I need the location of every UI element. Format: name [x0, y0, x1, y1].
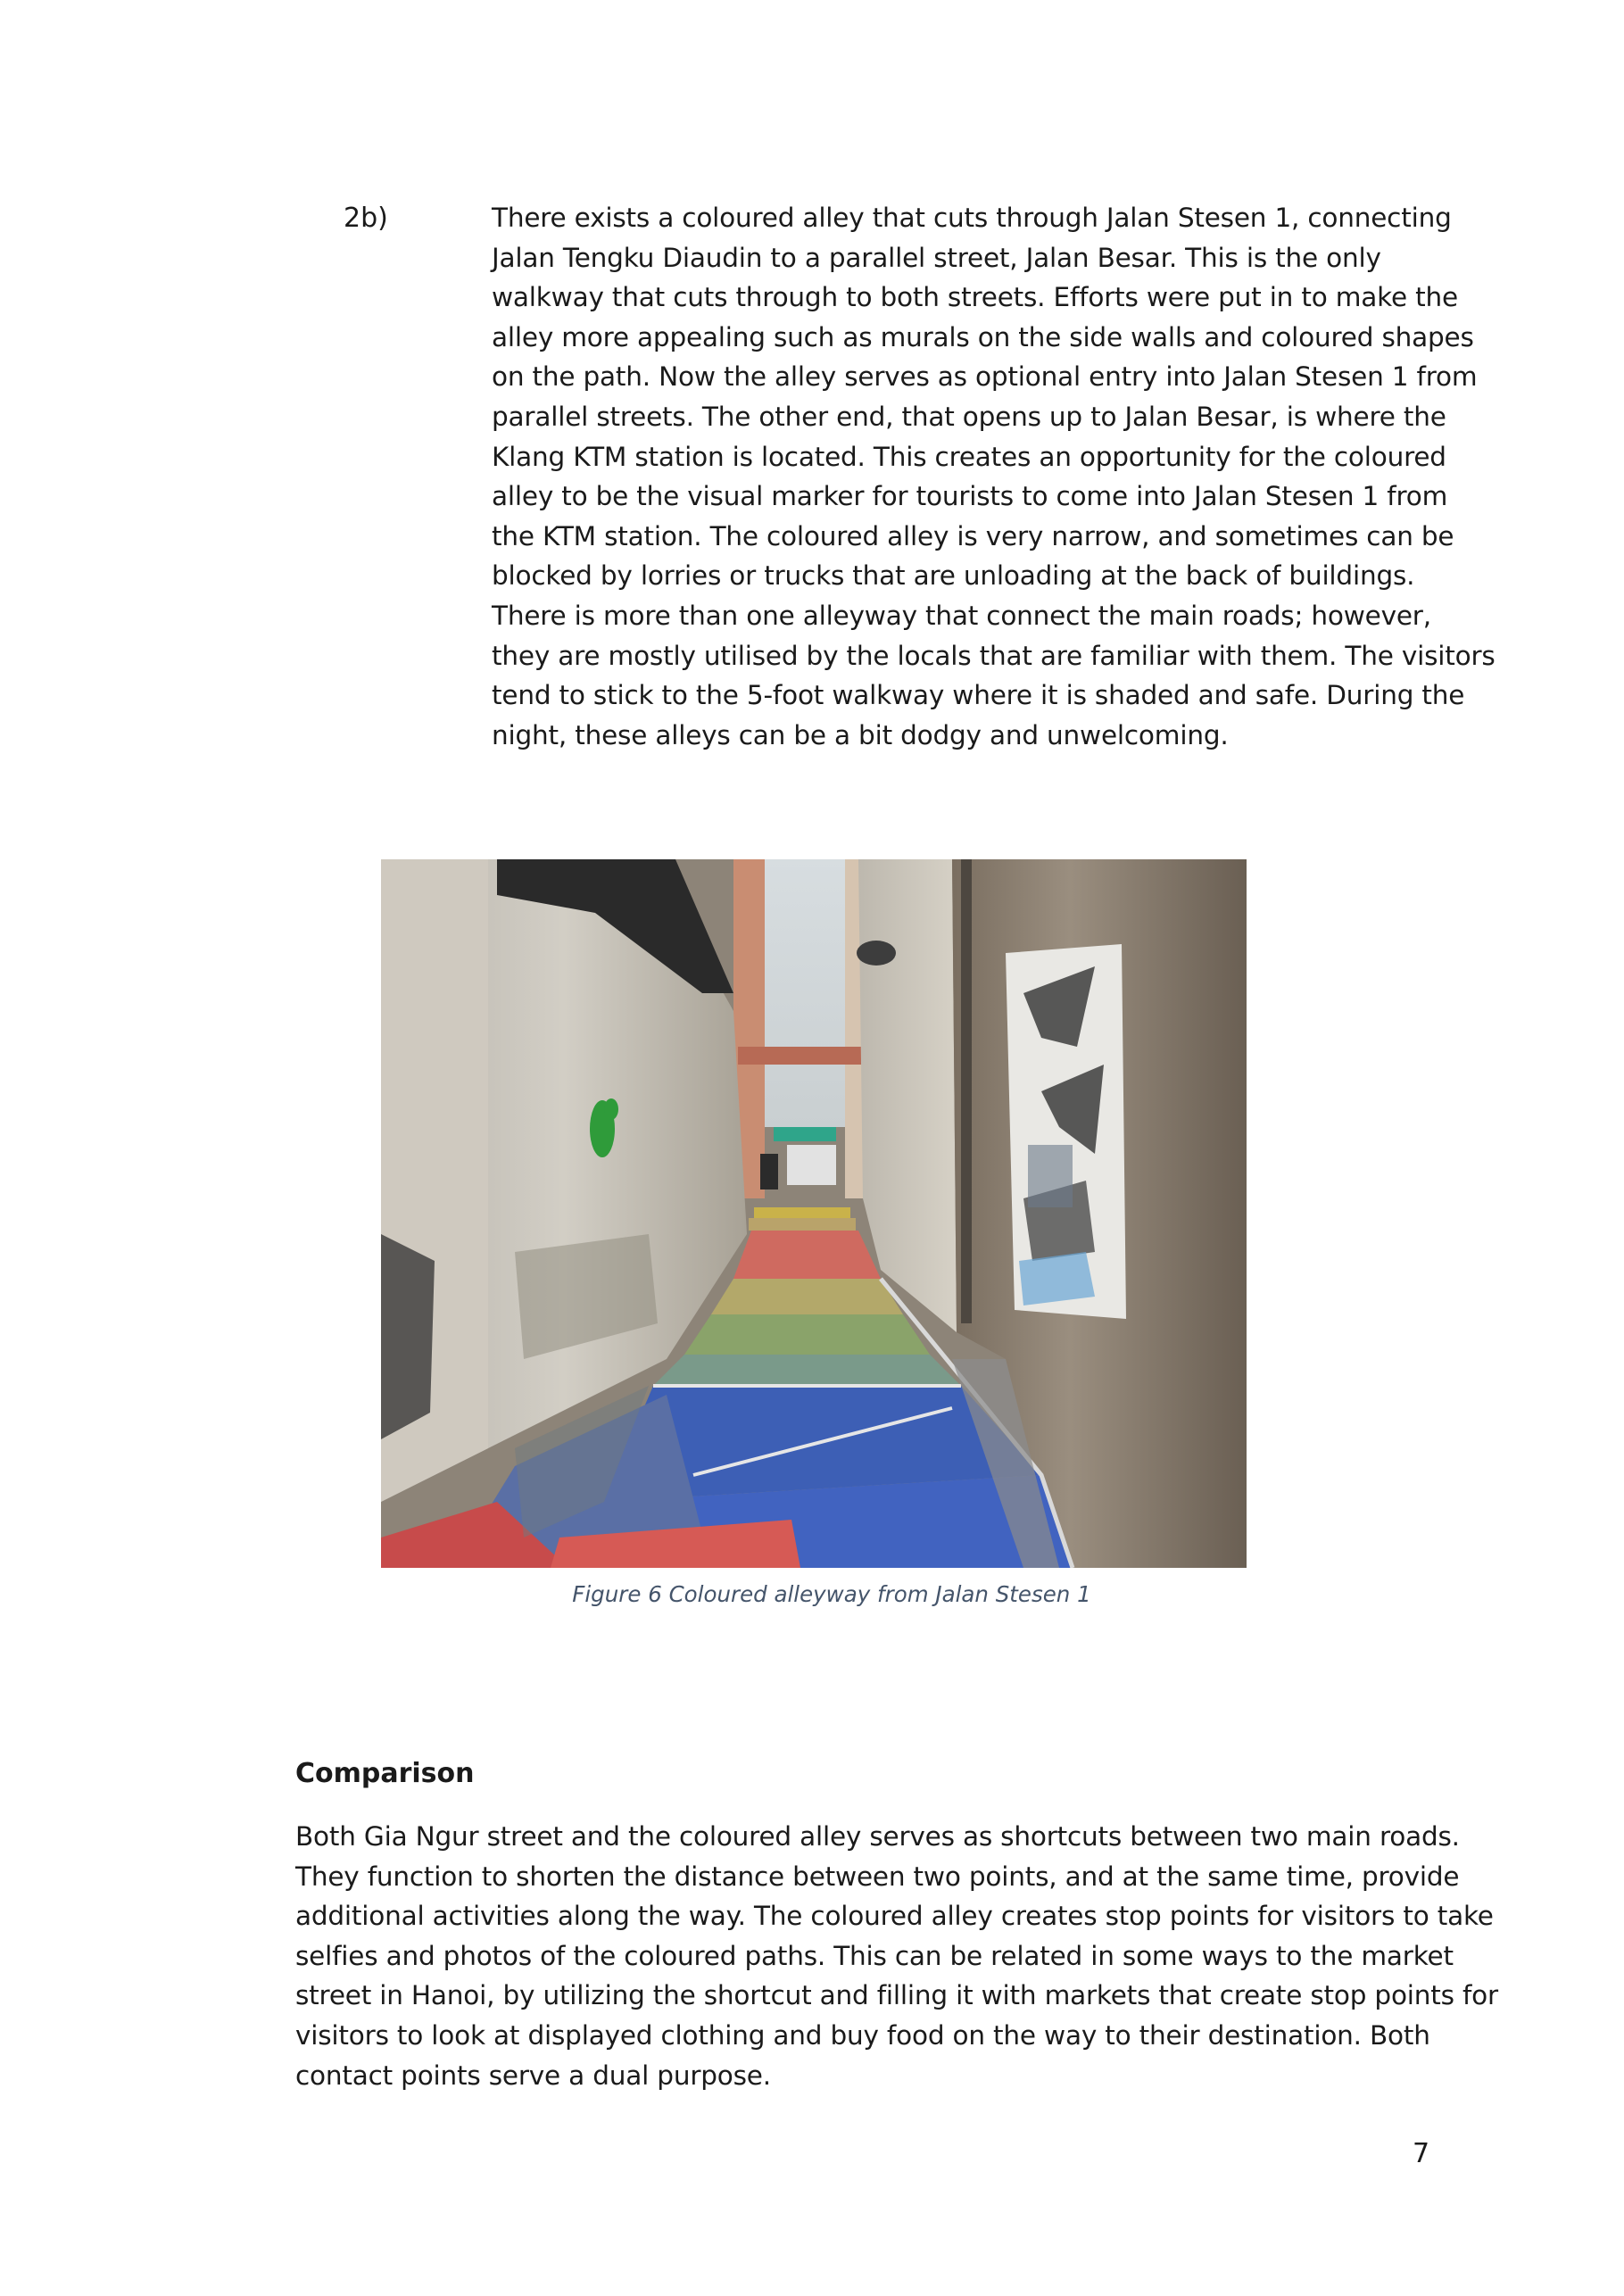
paragraph-line: There is more than one alleyway that connect the main roads; however, [492, 600, 1431, 631]
comparison-heading: Comparison [295, 1758, 475, 1789]
figure-caption [0, 1581, 1624, 1607]
paragraph-line: parallel streets. The other end, that opens up to Jalan Besar, is where the [492, 401, 1446, 432]
paragraph-line: alley to be the visual marker for tourists to come into Jalan Stesen 1 from [492, 481, 1448, 512]
paragraph-line: There exists a coloured alley that cuts through Jalan Stesen 1, connecting [492, 203, 1452, 233]
paragraph-line: alley more appealing such as murals on the side walls and coloured shapes [492, 321, 1474, 352]
paragraph-line: contact points serve a dual purpose. [295, 2060, 771, 2091]
figure-caption-text: Figure 6 Coloured alleyway from Jalan Stesen 1 [572, 1581, 1091, 1607]
paragraph-line: selfies and photos of the coloured paths. This can be related in some ways to the market [295, 1940, 1454, 1971]
paragraph-line: They function to shorten the distance between two points, and at the same time, provide [295, 1861, 1460, 1892]
paragraph-line: night, these alleys can be a bit dodgy and unwelcoming. [492, 719, 1229, 750]
page-number: 7 [1413, 2138, 1430, 2169]
comparison-paragraph [295, 1817, 1498, 2095]
paragraph-line: the KTM station. The coloured alley is very narrow, and sometimes can be [492, 520, 1454, 551]
paragraph-line: Both Gia Ngur street and the coloured alley serves as shortcuts between two main roads. [295, 1821, 1460, 1852]
paragraph-line: street in Hanoi, by utilizing the shortcut and filling it with markets that create stop points for [295, 1980, 1498, 2011]
paragraph-line: Klang KTM station is located. This creates an opportunity for the coloured [492, 441, 1446, 472]
alley-photo [381, 859, 1247, 1568]
paragraph-line: blocked by lorries or trucks that are unloading at the back of buildings. [492, 560, 1415, 592]
paragraph-line: walkway that cuts through to both streets. Efforts were put in to make the [492, 282, 1458, 313]
paragraph-line: tend to stick to the 5-foot walkway where it is shaded and safe. During the [492, 680, 1465, 711]
paragraph-line: visitors to look at displayed clothing and buy food on the way to their destination. Both [295, 2019, 1430, 2051]
paragraph-line: they are mostly utilised by the locals that are familiar with them. The visitors [492, 640, 1496, 671]
section-label: 2b) [344, 203, 388, 234]
paragraph-line: on the path. Now the alley serves as optional entry into Jalan Stesen 1 from [492, 361, 1478, 393]
paragraph-line: additional activities along the way. The coloured alley creates stop points for visitors to take [295, 1901, 1494, 1932]
paragraph-line: Jalan Tengku Diaudin to a parallel street, Jalan Besar. This is the only [492, 242, 1381, 273]
section-2b-paragraph [492, 198, 1496, 755]
